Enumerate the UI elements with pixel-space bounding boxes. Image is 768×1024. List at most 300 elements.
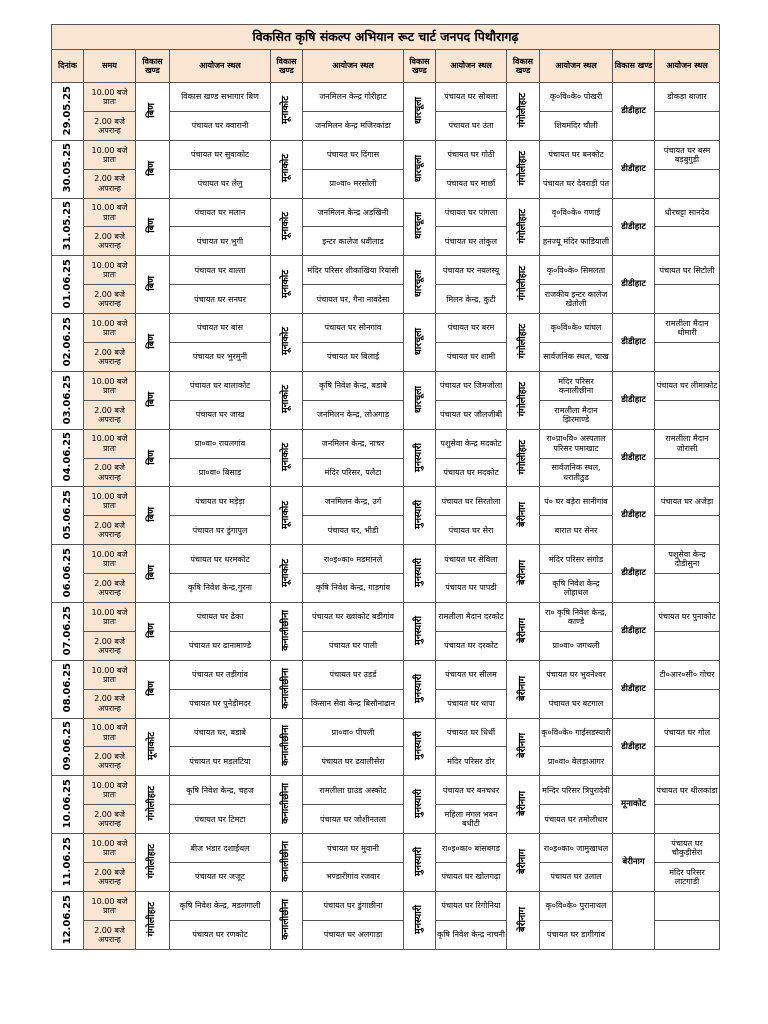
venue-cell-text: रा०इ०का० जामुखाथल (543, 843, 609, 853)
venue-cell-text: रा०इ०का० बांसबगड (442, 843, 500, 853)
venue-cell (540, 285, 613, 314)
venue-cell (303, 689, 404, 718)
block-text: बिण (146, 160, 158, 176)
date-cell (52, 603, 84, 661)
time-cell (84, 227, 136, 256)
time-cell-text: 10.00 बजे प्रातः (91, 723, 128, 742)
table-row (52, 834, 720, 863)
venue-cell (540, 574, 613, 603)
venue-cell (655, 747, 720, 776)
block-cell (613, 718, 655, 776)
venue-cell-text: पंचायत घर लीमाकोट (656, 381, 718, 391)
venue-cell (540, 747, 613, 776)
block-text: बेरीनाग (516, 733, 528, 759)
block-text: डीडीहाट (621, 221, 646, 232)
block-cell (404, 834, 436, 892)
block-cell (613, 776, 655, 834)
venue-cell-text: रा०इ०का० मडमानले (323, 554, 383, 564)
block-cell (271, 83, 303, 141)
time-cell (84, 891, 136, 920)
block-text: डीडीहाट (621, 394, 646, 405)
date-text: 05.06.25 (61, 490, 73, 540)
date-cell (52, 429, 84, 487)
date-text: 09.06.25 (61, 721, 73, 771)
block-text: मुनस्यारी (413, 558, 425, 588)
block-text: डीडीहाट (621, 452, 646, 463)
block-text: धारचूला (413, 154, 425, 182)
date-cell (52, 314, 84, 372)
venue-cell-text: वृ०वि०के० गणाई (551, 207, 601, 217)
block-text: मूनाकोट (280, 327, 292, 356)
venue-cell (540, 198, 613, 227)
venue-cell-text: जनमिलन केन्द्र, लोअगाड़ (316, 410, 390, 420)
venue-cell (655, 834, 720, 863)
block-text: बिण (146, 565, 158, 580)
table-row (52, 371, 720, 400)
venue-cell (303, 83, 404, 112)
venue-cell-text: पंचायत घर दिंगास (326, 150, 380, 160)
time-cell (84, 198, 136, 227)
block-cell (271, 140, 303, 198)
venue-cell (655, 371, 720, 400)
venue-cell-text: पंचायत घर रणकोट (192, 930, 248, 940)
block-cell (613, 83, 655, 141)
venue-cell-text: पंचायत घर डागीगांव (547, 930, 605, 940)
block-cell (507, 545, 540, 603)
block-text: गंगोलीहाट (146, 902, 158, 937)
block-text: धारचूला (413, 327, 425, 355)
venue-cell (170, 285, 271, 314)
block-cell (404, 314, 436, 372)
venue-cell (170, 314, 271, 343)
venue-cell-text: पंचायत घर उलाल (550, 872, 602, 882)
venue-cell (540, 805, 613, 834)
venue-cell (655, 169, 720, 198)
venue-cell-text: पंचायत घर ढवालीसेरा (321, 756, 385, 766)
block-text: मूनाकोट (146, 731, 158, 760)
venue-cell (170, 805, 271, 834)
venue-cell-text: पंचायत घर मुवानी (327, 843, 379, 853)
date-text: 03.06.25 (61, 374, 73, 424)
venue-cell-text: पंचायत घर चौकुड़ीसेरा (671, 838, 703, 858)
time-cell (84, 834, 136, 863)
venue-cell (170, 400, 271, 429)
time-cell-text: 2.00 बजे अपरान्ह (94, 347, 125, 366)
date-cell (52, 891, 84, 949)
venue-cell-text: पंचायत घर सिरतोला (441, 496, 501, 506)
venue-cell-text: पंचायत घर जोशीनतला (320, 814, 386, 824)
venue-cell (170, 718, 271, 747)
block-cell (271, 660, 303, 718)
block-text: डीडीहाट (621, 510, 646, 521)
date-text: 31.05.25 (61, 201, 73, 251)
date-text: 30.05.25 (61, 143, 73, 193)
time-cell-text: 10.00 बजे प्रातः (91, 87, 128, 106)
venue-cell (436, 545, 507, 574)
venue-cell (436, 140, 507, 169)
time-cell-text: 2.00 बजे अपरान्ह (94, 232, 125, 251)
block-cell (136, 545, 170, 603)
venue-cell (655, 516, 720, 545)
block-cell (136, 371, 170, 429)
venue-cell (170, 198, 271, 227)
block-text: गंगोलीहाट (516, 266, 528, 301)
block-cell (136, 429, 170, 487)
venue-cell-text: जनमिलन केन्द्र, उर्ग (324, 496, 382, 506)
venue-cell (540, 689, 613, 718)
date-text: 12.06.25 (61, 894, 73, 944)
block-text: गंगोलीहाट (516, 208, 528, 244)
date-text: 08.06.25 (61, 663, 73, 713)
time-cell-text: 2.00 बजे अपरान्ह (94, 174, 125, 193)
venue-cell-text: सार्वजनिक स्थल, धरातीठुड (551, 463, 601, 482)
venue-cell-text: पंचायत घर मलान (194, 207, 246, 217)
venue-cell-text: पंचायत घर बनकोट (548, 150, 604, 160)
date-cell (52, 140, 84, 198)
venue-cell (436, 227, 507, 256)
time-cell-text: 2.00 बजे अपरान्ह (94, 925, 125, 944)
time-cell (84, 429, 136, 458)
block-text: डीडीहाट (621, 163, 646, 174)
venue-cell-text: कृषि निवेश केन्द्र, चहज (186, 785, 254, 795)
block-text: मूनाकोट (280, 96, 292, 125)
venue-cell (655, 891, 720, 920)
venue-cell (540, 169, 613, 198)
venue-cell-text: पंचायत घर मार्छा (446, 179, 496, 189)
venue-cell (655, 140, 720, 169)
time-cell (84, 371, 136, 400)
date-cell (52, 198, 84, 256)
venue-cell (655, 285, 720, 314)
block-text: कनालीछीना (280, 667, 292, 709)
block-cell (136, 603, 170, 661)
block-cell (404, 83, 436, 141)
venue-cell (303, 920, 404, 949)
venue-cell-text: पंचायत घर सेविला (444, 554, 498, 564)
venue-cell (436, 631, 507, 660)
block-cell (271, 314, 303, 372)
venue-cell (655, 689, 720, 718)
block-text: बेरीनाग (516, 675, 528, 701)
date-text: 29.05.25 (61, 85, 73, 135)
venue-cell (170, 458, 271, 487)
venue-cell-text: रा० कृषि निवेश केन्द्र, काण्डे (545, 607, 607, 626)
time-cell-text: 2.00 बजे अपरान्ह (94, 116, 125, 135)
venue-cell (303, 343, 404, 372)
venue-cell (540, 400, 613, 429)
venue-cell (436, 776, 507, 805)
venue-cell (170, 776, 271, 805)
venue-cell (436, 891, 507, 920)
time-cell-text: 2.00 बजे अपरान्ह (94, 405, 125, 424)
venue-cell (655, 718, 720, 747)
venue-cell-text: पंचायत घर जाख (195, 410, 245, 420)
venue-cell (170, 516, 271, 545)
venue-cell (436, 371, 507, 400)
block-text: बिण (146, 680, 158, 696)
header-block: विकास खण्ड (271, 50, 303, 83)
venue-cell-text: पंचायत घर दरकोट (444, 641, 498, 651)
venue-cell (655, 400, 720, 429)
time-cell-text: 10.00 बजे प्रातः (91, 376, 128, 395)
venue-cell (303, 400, 404, 429)
date-text: 11.06.25 (61, 836, 73, 887)
block-cell (613, 140, 655, 198)
venue-cell-text: मंदिर परिसर कनालीछीना (558, 376, 594, 395)
venue-cell (540, 343, 613, 372)
venue-cell (303, 140, 404, 169)
venue-cell-text: पंचायत घर ढानामाण्डे (188, 641, 251, 651)
venue-cell (303, 776, 404, 805)
venue-cell-text: जनमिलन केन्द्र अड़खिनी (317, 207, 389, 217)
venue-cell-text: पंचायत घर सेरा (448, 525, 494, 535)
venue-cell (540, 314, 613, 343)
time-cell-text: 2.00 बजे अपरान्ह (94, 752, 125, 771)
block-cell (404, 256, 436, 314)
venue-cell-text: मिलन केन्द्र, कुटी (446, 294, 496, 304)
table-row (52, 198, 720, 227)
block-cell (271, 834, 303, 892)
time-cell (84, 776, 136, 805)
block-text: मूनाकोट (280, 211, 292, 240)
venue-cell-text: मंदिर परिसर संगोड (548, 554, 604, 564)
venue-cell-text: कृ०वि०के० पोखरी (549, 92, 603, 102)
venue-cell-text: पंचायत घर तांकुल (444, 236, 498, 246)
block-cell (271, 545, 303, 603)
venue-cell-text: कृषि निवेश केन्द्र, गाड़गांव (315, 583, 391, 593)
venue-cell-text: पंचायत घर लेलु (197, 179, 243, 189)
venue-cell (303, 545, 404, 574)
venue-cell (170, 689, 271, 718)
block-text: बिण (146, 391, 158, 407)
venue-cell (655, 458, 720, 487)
block-text: डीडीहाट (621, 683, 646, 694)
block-text: बिण (146, 102, 158, 118)
time-cell (84, 140, 136, 169)
block-cell (613, 256, 655, 314)
block-text: बेरीनाग (516, 502, 528, 528)
venue-cell (303, 314, 404, 343)
block-cell (136, 487, 170, 545)
venue-cell (436, 256, 507, 285)
venue-cell-text: मंदिर परिसर शीकाखिया रियांसी (307, 265, 399, 275)
block-text: गंगोलीहाट (516, 93, 528, 128)
venue-cell-text: पंचायत घर सोनगांव (324, 323, 382, 333)
venue-cell (303, 747, 404, 776)
venue-cell-text: पंचायत घर अजेड़ा (660, 496, 714, 506)
venue-cell-text: पंचायत घर ढेका (196, 612, 244, 622)
block-cell (136, 314, 170, 372)
venue-cell-text: पंचायत घर क्वारानी (191, 121, 249, 131)
time-cell-text: 10.00 बजे प्रातः (91, 492, 128, 511)
venue-cell (540, 83, 613, 112)
venue-cell-text: पंचायत घर धिर्थी (446, 727, 496, 737)
venue-cell-text: पंचायत घर अलगाड़ा (323, 930, 383, 940)
venue-cell (540, 371, 613, 400)
block-text: मुनस्यारी (413, 789, 425, 819)
block-cell (404, 776, 436, 834)
block-cell (507, 603, 540, 661)
block-text: मूनाकोट (280, 385, 292, 414)
venue-cell (170, 920, 271, 949)
venue-cell-text: पंचायत घर सुवाकोट (190, 150, 250, 160)
block-cell (613, 834, 655, 892)
venue-cell (436, 834, 507, 863)
block-cell (404, 429, 436, 487)
block-text: डीडीहाट (621, 741, 646, 752)
venue-cell (655, 198, 720, 227)
venue-cell-text: रामलीला ग्राउंड अस्कोट (319, 785, 387, 795)
venue-cell (436, 198, 507, 227)
table-row (52, 256, 720, 285)
block-cell (271, 603, 303, 661)
venue-cell-text: पंचायत घर सिटोली (659, 265, 715, 275)
block-cell (613, 891, 655, 949)
block-text: मूनाकोट (620, 799, 647, 810)
venue-cell (303, 227, 404, 256)
block-text: मुनस्यारी (413, 904, 425, 934)
venue-cell-text: पंचायत घर भुवनेश्वर (546, 670, 606, 680)
venue-cell (303, 574, 404, 603)
date-cell (52, 718, 84, 776)
venue-cell-text: मंदिर परिसर, पलेटा (324, 467, 382, 477)
venue-cell-text: प्रा०वा० बेलड़ाआगर (547, 756, 605, 766)
venue-cell-text: पंचायत घर, भीडी (327, 525, 379, 535)
venue-cell (170, 603, 271, 632)
block-cell (507, 140, 540, 198)
header-venue: आयोजन स्थल (170, 50, 271, 83)
venue-cell-text: पंचायत घर पापडी (445, 583, 497, 593)
venue-cell-text: पंचायत घर गोठी (447, 150, 495, 160)
time-cell (84, 920, 136, 949)
venue-cell-text: बारात घर सेनर (554, 525, 598, 535)
venue-cell (170, 371, 271, 400)
block-text: गंगोलीहाट (516, 382, 528, 417)
header-time: समय (84, 50, 136, 83)
venue-cell-text: महिला मंगल भवन बधीटी (444, 810, 498, 829)
time-cell (84, 285, 136, 314)
venue-cell-text: पंचायत घर सोबला (444, 92, 498, 102)
time-cell-text: 10.00 बजे प्रातः (91, 318, 128, 338)
venue-cell (540, 920, 613, 949)
venue-cell-text: कृ०वि०के० पुरानाथल (545, 901, 607, 911)
block-text: मुनस्यारी (413, 442, 425, 472)
venue-cell (170, 343, 271, 372)
block-cell (136, 198, 170, 256)
venue-cell-text: रामलीला मैदान थोमारी (665, 318, 709, 338)
venue-cell-text: पंचायत घर बस्म बड़बुगुड़ी (663, 145, 711, 164)
table-row (52, 603, 720, 632)
block-text: बिण (146, 622, 158, 638)
venue-cell-text: पंचायत घर नयलस्यू (442, 265, 500, 275)
block-text: मुनस्यारी (413, 846, 425, 876)
venue-cell (540, 140, 613, 169)
block-text: मूनाकोट (280, 558, 292, 587)
venue-cell (436, 516, 507, 545)
chart-title: विकसित कृषि संकल्प अभियान रूट चार्ट जनपद पिथौरागढ़ (52, 25, 720, 50)
block-cell (507, 718, 540, 776)
block-cell (404, 660, 436, 718)
block-text: गंगोलीहाट (146, 786, 158, 821)
block-cell (136, 256, 170, 314)
block-cell (507, 776, 540, 834)
block-text: डीडीहाट (621, 106, 646, 116)
venue-cell (170, 487, 271, 516)
header-venue: आयोजन स्थल (436, 50, 507, 83)
venue-cell-text: पंचायत घर बालाकोट (189, 381, 251, 391)
time-cell-text: 2.00 बजे अपरान्ह (94, 578, 125, 598)
venue-cell (655, 314, 720, 343)
table-row (52, 545, 720, 574)
time-cell (84, 574, 136, 603)
venue-cell (303, 660, 404, 689)
venue-cell-text: प्रा०वा० रायलगांव (194, 439, 246, 449)
venue-cell-text: विकास खण्ड सभागार बिण (181, 92, 259, 102)
venue-cell (540, 227, 613, 256)
venue-cell (540, 256, 613, 285)
block-cell (507, 371, 540, 429)
block-text: बेरीनाग (516, 791, 528, 817)
block-cell (136, 834, 170, 892)
block-text: मुनस्यारी (413, 615, 425, 645)
venue-cell-text: पंचायत घर सनघर (194, 294, 246, 304)
time-cell (84, 689, 136, 718)
venue-cell-text: रा०प्रा०वि० अस्पताल परिसर पमाखाट (546, 434, 606, 453)
time-cell-text: 10.00 बजे प्रातः (91, 203, 128, 222)
venue-cell (655, 863, 720, 892)
header-block: विकास खण्ड (404, 50, 436, 83)
venue-cell-text: डोकड़ा बाजार (667, 92, 707, 102)
block-cell (271, 429, 303, 487)
time-cell (84, 314, 136, 343)
venue-cell (540, 458, 613, 487)
venue-cell-text: प्रा०वा० पीपली (331, 727, 375, 737)
block-cell (271, 487, 303, 545)
venue-cell (655, 83, 720, 112)
venue-cell-text: धौरचट्टा सानदेव (664, 207, 710, 217)
venue-cell-text: पंचायत घर जिमजोला (439, 381, 503, 391)
block-text: बिण (146, 334, 158, 349)
venue-cell-text: पंचायत घर ख्वांकोट बडीगांव (312, 612, 394, 622)
block-text: मूनाकोट (280, 154, 292, 183)
venue-cell-text: पशुसेवा केन्द्र मदकोट (440, 439, 502, 449)
time-cell-text: 10.00 बजे प्रातः (91, 145, 128, 164)
block-cell (404, 487, 436, 545)
block-text: बेरीनाग (516, 906, 528, 932)
venue-cell-text: जनमिलन केन्द्र मजिरकांडा (315, 121, 391, 131)
block-cell (271, 371, 303, 429)
date-cell (52, 487, 84, 545)
venue-cell-text: पंचायत घर मड़लटिया (189, 756, 251, 766)
header-block: विकास खण्ड (136, 50, 170, 83)
venue-cell-text: इन्टर कालेज धवीलाड (322, 236, 384, 246)
venue-cell (436, 285, 507, 314)
block-cell (507, 891, 540, 949)
time-cell-text: 10.00 बजे प्रातः (91, 607, 128, 626)
time-cell (84, 343, 136, 372)
time-cell (84, 747, 136, 776)
venue-cell (655, 603, 720, 632)
venue-cell (170, 660, 271, 689)
block-cell (271, 718, 303, 776)
venue-cell-text: पंचायत घर सीलम (445, 670, 497, 680)
table-row (52, 718, 720, 747)
venue-cell-text: पंचायत घर पांगला (444, 207, 498, 217)
block-text: गंगोलीहाट (516, 150, 528, 186)
venue-cell (655, 227, 720, 256)
venue-cell (436, 83, 507, 112)
block-text: बेरीनाग (622, 857, 645, 868)
